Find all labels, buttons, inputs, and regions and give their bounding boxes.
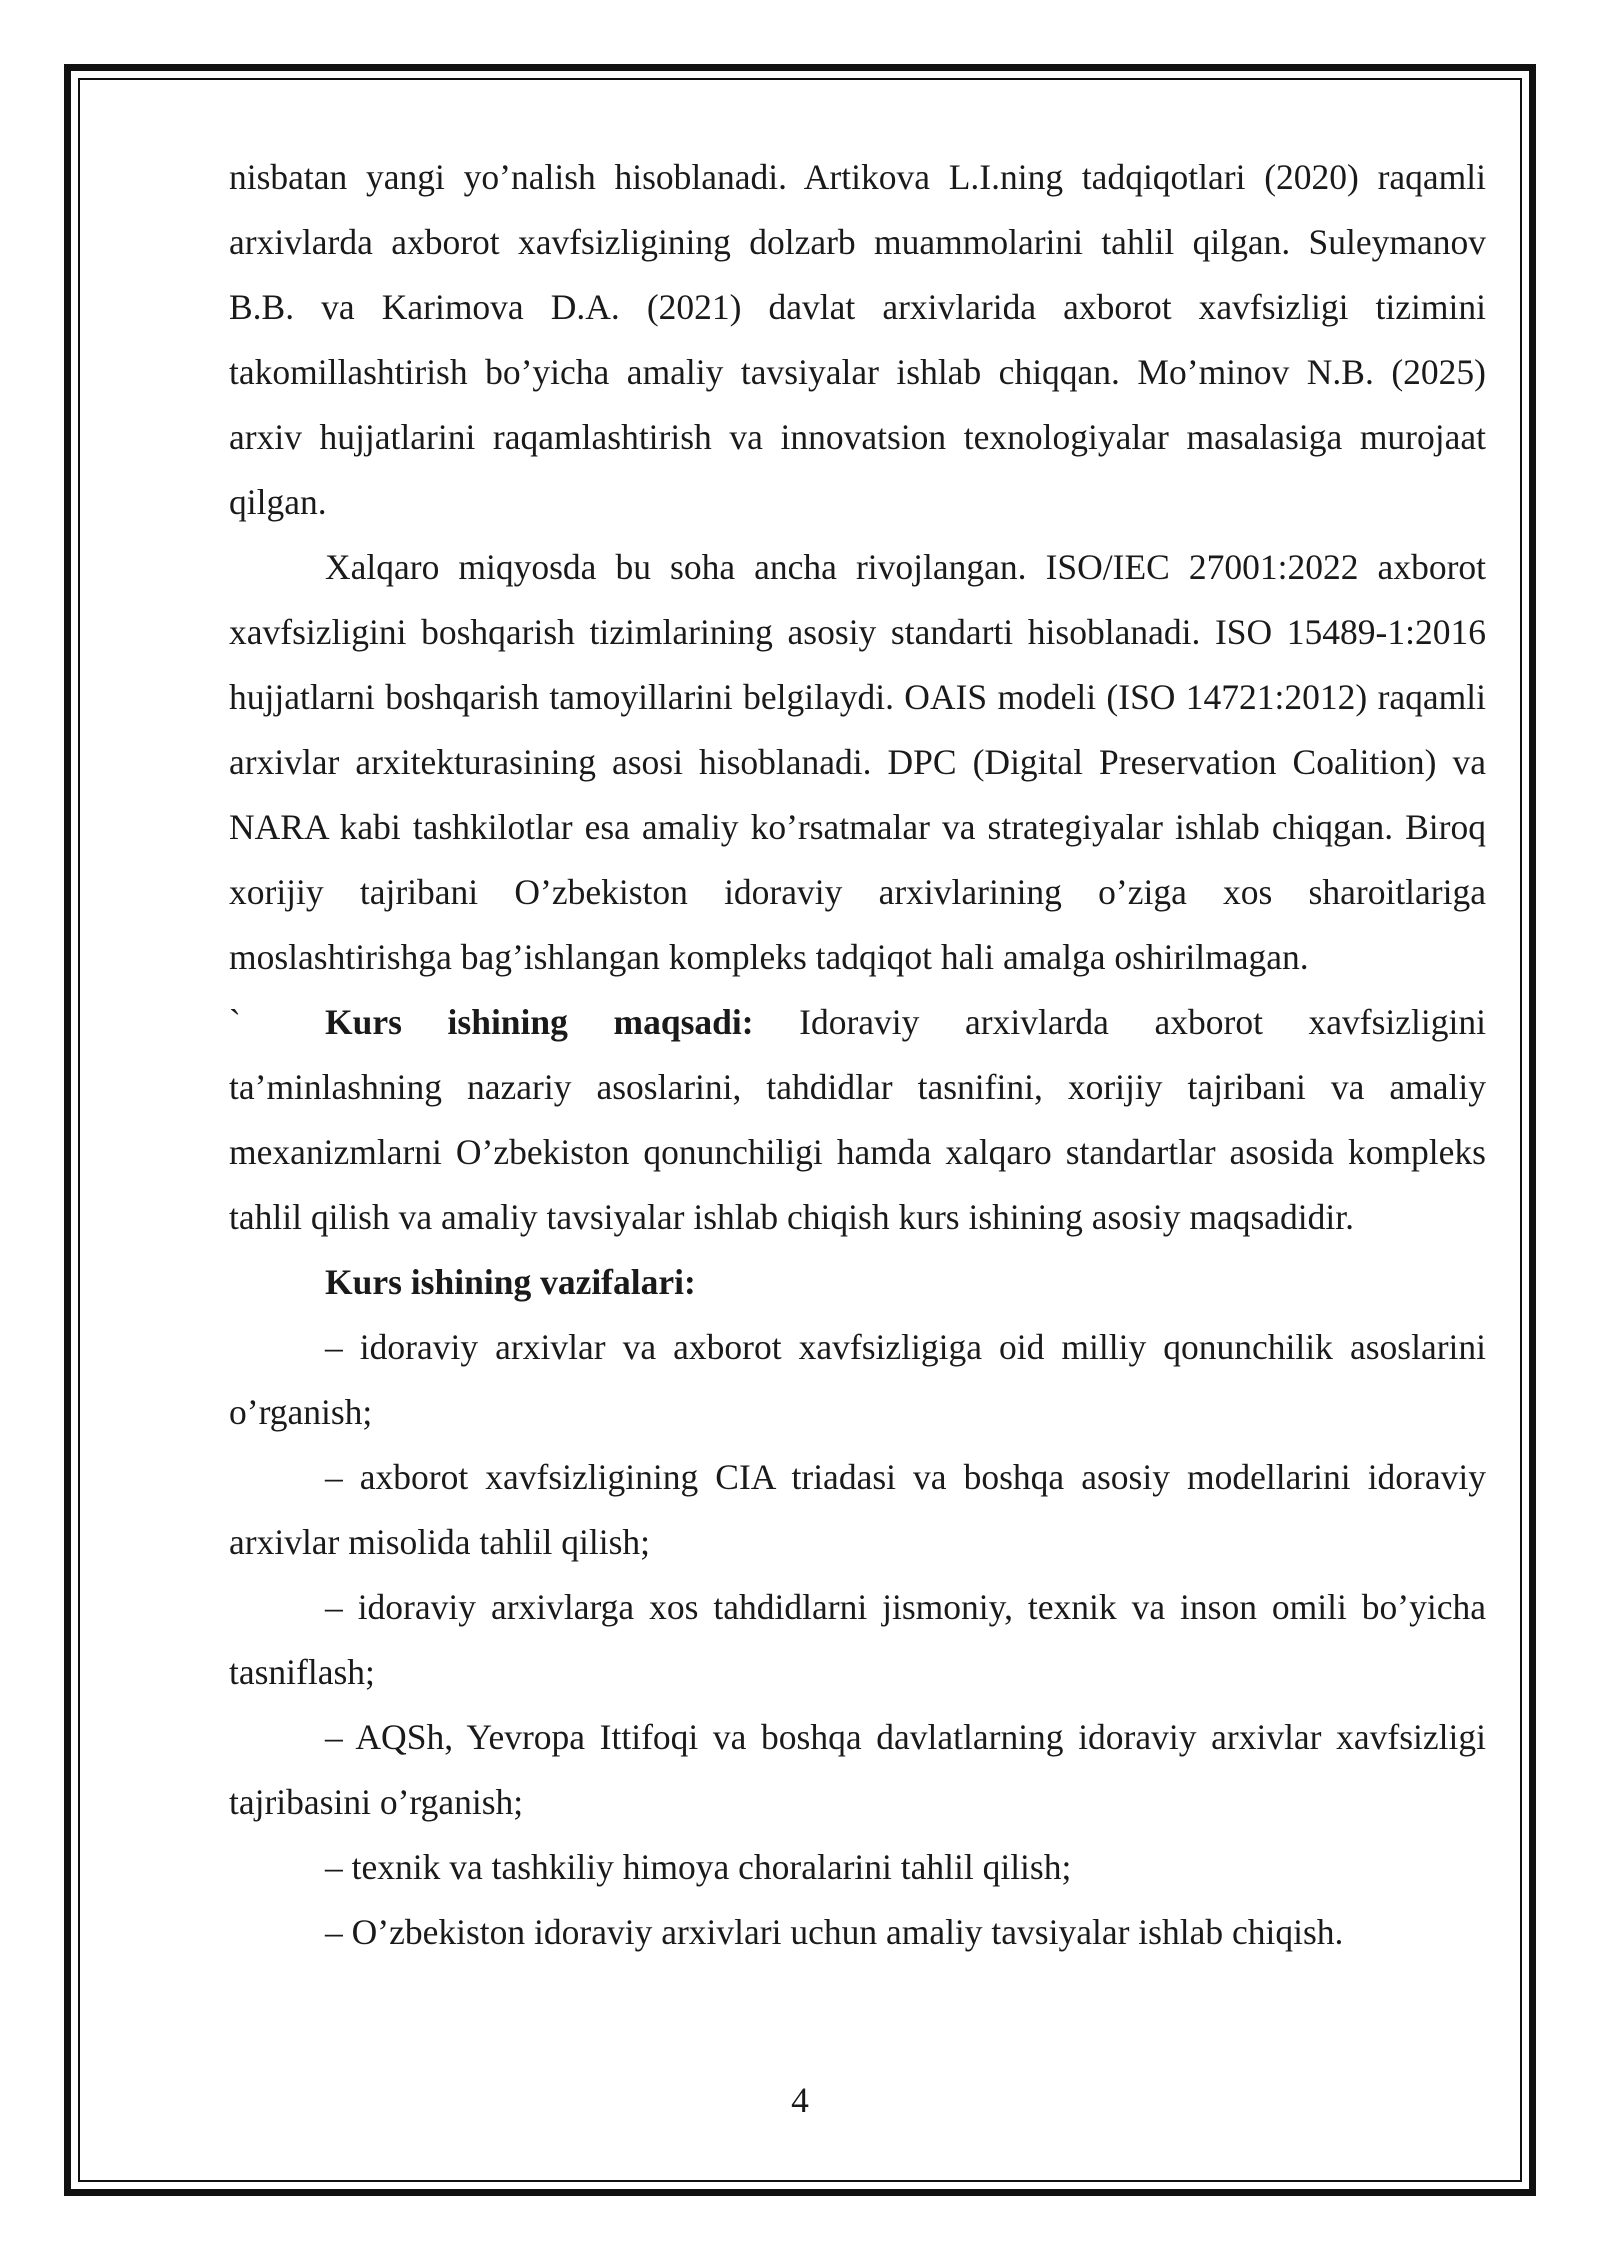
paragraph-literature-local: nisbatan yangi yo’nalish hisoblanadi. Artikova L.I.ning tadqiqotlari (2020) raqamli arxivlarda axborot xavfsizligining dolzarb muammolarini tahlil qilgan. Suleymanov B.B. va Karimova D.A. (2021) davlat arxivlarida axborot xavfsizligi tizimini takomillashtirish bo’yicha amaliy tavsiyalar ishlab chiqqan. Mo’minov N.B. (2025) arxiv hujjatlarini raqamlashtirish va innovatsion texnologiyalar masalasiga murojaat qilgan. xyxy=(229,157,1486,522)
goal-text: Idoraviy arxivlarda axborot xavfsizligini ta’minlashning nazariy asoslarini, tahdidlar tasnifini, xorijiy tajribani va amaliy mexanizmlarni O’zbekiston qonunchiligi hamda xalqaro standartlar asosida kompleks tahlil qilish va amaliy tavsiyalar ishlab chiqish kurs ishining asosiy maqsadidir. xyxy=(229,1002,1486,1237)
task-item: – idoraviy arxivlar va axborot xavfsizligiga oid milliy qonunchilik asoslarini o’rganish; xyxy=(229,1327,1486,1432)
page-number: 4 xyxy=(791,2080,809,2120)
task-item: – O’zbekiston idoraviy arxivlari uchun amaliy tavsiyalar ishlab chiqish. xyxy=(325,1912,1344,1952)
paragraph-literature-international: Xalqaro miqyosda bu soha ancha rivojlangan. ISO/IEC 27001:2022 axborot xavfsizligini boshqarish tizimlarining asosiy standarti hisoblanadi. ISO 15489-1:2016 hujjatlarni boshqarish tamoyillarini belgilaydi. OAIS modeli (ISO 14721:2012) raqamli arxivlar arxitekturasining asosi hisoblanadi. DPC (Digital Preservation Coalition) va NARA kabi tashkilotlar esa amaliy ko’rsatmalar va strategiyalar ishlab chiqgan. Biroq xorijiy tajribani O’zbekiston idoraviy arxivlarining o’ziga xos sharoitlariga moslashtirishga bag’ishlangan kompleks tadqiqot hali amalga oshirilmagan. xyxy=(229,547,1486,977)
document-body xyxy=(229,145,1486,1965)
task-item: – axborot xavfsizligining CIA triadasi va boshqa asosiy modellarini idoraviy arxivlar misolida tahlil qilish; xyxy=(229,1457,1486,1562)
tasks-heading: Kurs ishining vazifalari: xyxy=(325,1262,696,1302)
goal-label: Kurs ishining maqsadi: xyxy=(325,1002,754,1042)
stray-backtick: ` xyxy=(229,1002,241,1042)
task-item: – AQSh, Yevropa Ittifoqi va boshqa davlatlarning idoraviy arxivlar xavfsizligi tajribasini o’rganish; xyxy=(229,1717,1486,1822)
task-item: – idoraviy arxivlarga xos tahdidlarni jismoniy, texnik va inson omili bo’yicha tasniflash; xyxy=(229,1587,1486,1692)
task-item: – texnik va tashkiliy himoya choralarini tahlil qilish; xyxy=(325,1847,1072,1887)
paragraph-course-goal xyxy=(229,990,1486,1250)
